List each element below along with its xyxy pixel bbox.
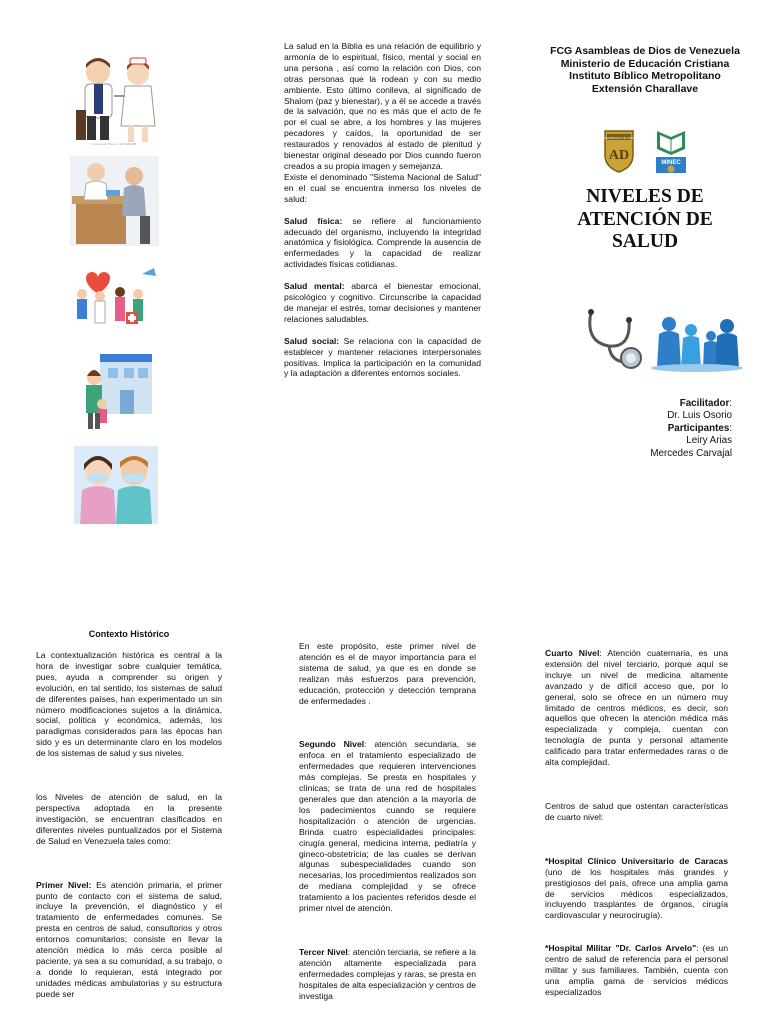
hospital-clinico-label: *Hospital Clínico Universitario de Caracas [545, 855, 728, 866]
intro-text-block [284, 41, 481, 379]
context-paragraph-2: los Niveles de atención de salud, en la perspectiva adoptada en la presente investigación, se encuentran clasificados en diferentes niveles puntualizados por el Sistema de Salud en Venezuela tales como: [36, 792, 222, 846]
hospital-militar-label: *Hospital Militar "Dr. Carlos Arvelo" [545, 943, 697, 954]
participantes-label: Participantes [667, 422, 730, 434]
participante-name: Leiry Arias [686, 435, 732, 447]
right-text-block [545, 648, 728, 998]
org-line-4: Extensión Charallave [591, 82, 699, 95]
primer-nivel-importance: En este propósito, este primer nivel de atención es el de mayor importancia para el sistema de salud, ya que es en donde se realizan más esfuerzos para prevención, educación, protección y detección temprana de enfermedades . [299, 641, 476, 706]
minec-logo [654, 127, 688, 175]
title-line-2: ATENCIÓN DE [577, 208, 713, 230]
segundo-nivel-label: Segundo Nivel [299, 739, 365, 750]
minec-label: MINEC [661, 160, 681, 166]
participantes-line: Participantes: [667, 422, 732, 434]
salud-social-label: Salud social: [284, 335, 340, 346]
hospital-clinico-paragraph [545, 856, 728, 921]
tercer-nivel-paragraph [299, 947, 476, 1002]
hospital-militar-text: : (es un centro de salud de referencia para el personal militar y sus familiares. También, cuenta con una amplia gama de servicios médicos especializados [545, 943, 728, 997]
context-heading: Contexto Histórico [88, 629, 170, 639]
org-line-1: FCG Asambleas de Dios de Venezuela [550, 45, 740, 57]
participante-name: Mercedes Carvajal [650, 447, 732, 459]
segundo-nivel-paragraph [299, 739, 476, 914]
tercer-nivel-label: Tercer Nivel [299, 946, 348, 957]
tercer-nivel-text: : atención terciaria, se refiere a la atención altamente especializada para enfermedades complejas y raras, se presta en hospitales de alta especialización y centros de investiga [299, 946, 476, 1001]
hospital-clinico-text: (uno de los hospitales más grandes y prestigiosos del país, ofrece una amplia gama de servicios médicos especializados, incluyendo trasplantes de órganos, cirugía cardiovascular y neurocirugía). [545, 866, 728, 921]
facilitador-label: Facilitador [679, 398, 730, 409]
segundo-nivel-text: : atención secundaria, se enfoca en el tratamiento especializado de enfermedades que requieren intervenciones más complejas. Se presta en hospitales y clínicas; se trata de una red de hospitales generales que dan atención a la mayoría de los padecimientos cuando se requiere hospitalización o atención de urgencias. Brinda cuatro especialidades principales: cirugía general, medicina interna, pediatría y gineco-obstetricia; de las cuales se derivan algunas subespecialidades cuando son necesarias, los procedimientos realizados son de mediana complejidad y se ofrece tratamiento a los pacientes referidos desde el primer nivel de atención. [299, 739, 477, 914]
org-line-2: Ministerio de Educación Cristiana [560, 57, 730, 70]
primer-nivel-paragraph [36, 880, 222, 1000]
image-caption: © Can Stock Photo · csp75400198 [90, 142, 137, 146]
stethoscope-family-icon [585, 302, 745, 374]
centros-intro: Centros de salud que ostentan características de cuarto nivel: [545, 800, 728, 822]
primer-nivel-label: Primer Nivel: [36, 879, 92, 890]
salud-fisica-paragraph [284, 216, 481, 271]
cuarto-nivel-label: Cuarto Nivel [545, 648, 600, 658]
salud-fisica-label: Salud física: [284, 215, 343, 226]
health-care-workers-illustration [70, 264, 160, 334]
doctor-and-nurse-illustration [70, 50, 165, 148]
logo-mark: AD [608, 148, 630, 163]
hospital-militar-paragraph [545, 943, 728, 998]
middle-text-block [299, 641, 476, 1001]
document-title [538, 186, 752, 254]
salud-social-text: Se relaciona con la capacidad de establecer y mantener relaciones interpersonales positivas. Implica la participación en la comunidad y la adaptación a diferentes entornos sociales. [284, 335, 481, 379]
masked-medical-staff-illustration [74, 446, 158, 524]
salud-mental-paragraph [284, 281, 481, 325]
salud-mental-label: Salud mental: [284, 281, 345, 292]
facilitador-line: Facilitador: [679, 398, 732, 409]
family-at-hospital-illustration [80, 352, 158, 432]
credits-block [538, 398, 732, 460]
asambleas-de-dios-logo [603, 129, 635, 173]
title-line-3: SALUD [611, 231, 679, 252]
context-paragraph: La contextualización histórica es central a la hora de investigar sobre cualquier temática, pues, ayuda a comprender su origen y evolución, en tal sentido, los sistemas de salud de diferentes países, han experimentado un sin número modificaciones sujetos a la dinámica, social, política y económica, además, los paradigmas considerados para las épocas han sido y es un determinante claro en los modelos de los sistemas de salud y sus niveles. [36, 650, 222, 759]
organization-header [538, 45, 752, 95]
facilitador-name: Dr. Luis Osorio [667, 410, 732, 422]
logo-text: ASAMBLEAS DE DIOS [603, 136, 635, 140]
primer-nivel-text: Es atención primaria, el primer punto de contacto con el sistema de salud, incluye la prevención, el diagnóstico y el tratamiento de enfermedades comunes. Se presta en centros de salud, consultorios y otros entornos comunitarios; consiste en llevar la atención médica lo más cerca posible al paciente, ya sea a su comunidad, a su trabajo, o a donde lo requieran, está integrado por unidades médicas ambulatorias y su estructura puede ser [36, 879, 222, 999]
org-line-3: Instituto Bíblico Metropolitano [569, 70, 721, 82]
doctor-measuring-blood-pressure-illustration [70, 156, 159, 246]
salud-social-paragraph [284, 336, 481, 380]
context-text-block [36, 650, 222, 1000]
intro-paragraph-2: Existe el denominado "Sistema Nacional de Salud" en el cual se encuentra inmerso los niveles de salud: [284, 171, 481, 204]
salud-fisica-text: se refiere al funcionamiento adecuado del organismo, incluyendo la integridad anatómica y fisiológica. Comprende la ausencia de enfermedades y la capacidad de realizar actividades físicas cotidianas. [284, 215, 481, 270]
cuarto-nivel-paragraph [545, 648, 728, 768]
title-line-1: NIVELES DE [586, 186, 704, 207]
cuarto-nivel-text: : Atención cuaternaria, es una extensión del nivel terciario, porque aquí se incluye un nivel de medicina altamente avanzado y de difícil acceso que, por lo general, solo se ofrece en un número muy limitado de centros médicos, es decir, son aquellos que ofrecen la atención médica más especializada y compleja, cuentan con tecnología de punta y personal altamente calificado para tratar enfermedades raras o de alta complejidad. [545, 648, 728, 768]
salud-mental-text: abarca el bienestar emocional, psicológico y cognitivo. Circunscribe la capacidad de manejar el estrés, tomar decisiones y mantener relaciones saludables. [284, 281, 481, 324]
intro-paragraph: La salud en la Biblia es una relación de equilibrio y armonía de lo espiritual, físico, mental y social en una persona , así como la relación con Dios, con otras personas que la rodean y con su medio ambiente. Esto último conlleva, al significado de Shalom (paz y bienestar), y a él se accede a través de la salvación, que no es más que el acto de fe por el cual se abre, a los hombres y las mujeres pecadores y caídos, la oportunidad de ser restaurados y renovados al estado de plenitud y bienestar original deseado por Dios cuando fueron creados a su propia imagen y semejanza. [284, 41, 481, 171]
